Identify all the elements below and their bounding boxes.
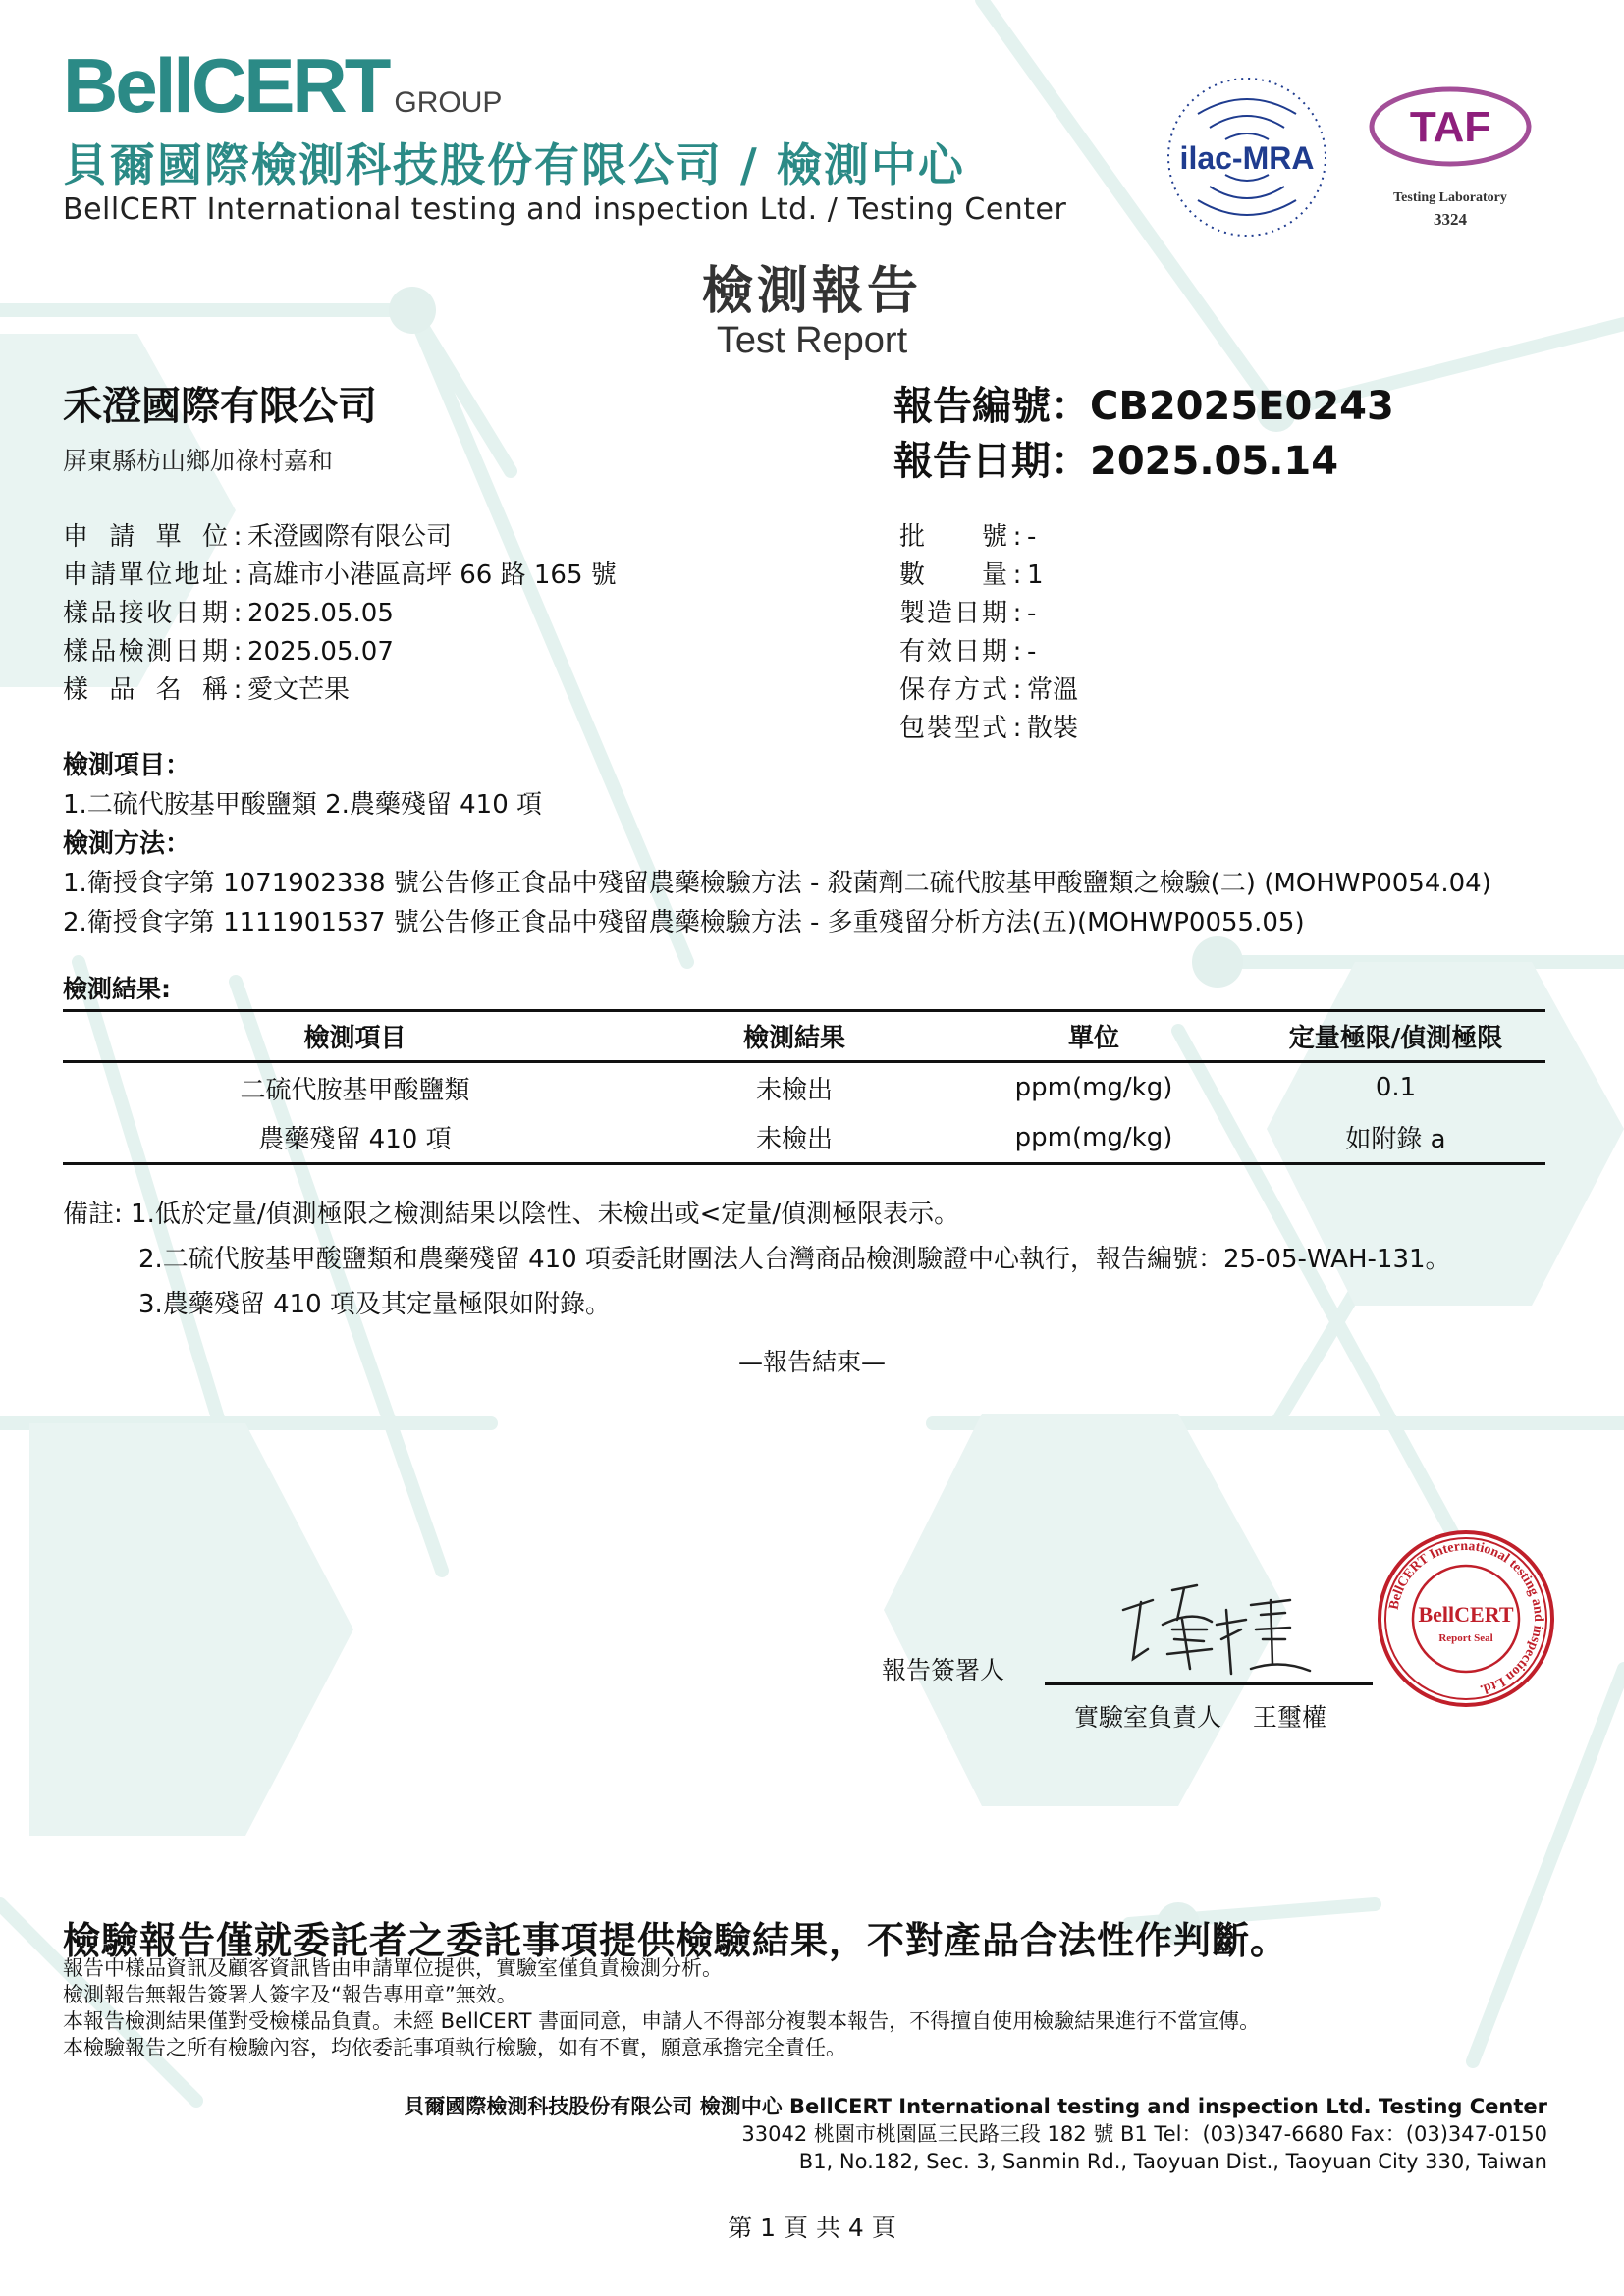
test-methods-title: 檢測方法： xyxy=(63,829,191,859)
note-3: 3.農藥殘留 410 項及其定量極限如附錄。 xyxy=(138,1290,611,1319)
colon: : xyxy=(1012,714,1022,743)
taf-lab-number: 3324 xyxy=(1434,210,1467,229)
client-name: 禾澄國際有限公司 xyxy=(63,384,377,429)
report-title-en: Test Report xyxy=(716,320,908,361)
info-label: 申請單位地址 xyxy=(63,561,228,590)
colon: : xyxy=(233,675,243,705)
cell-result: 未檢出 xyxy=(647,1113,942,1164)
column-header-item: 檢測項目 xyxy=(63,1011,647,1062)
column-header-result: 檢測結果 xyxy=(647,1011,942,1062)
info-value: - xyxy=(1027,599,1037,628)
company-name-zh: 貝爾國際檢測科技股份有限公司 / 檢測中心 xyxy=(63,138,965,191)
report-date-row xyxy=(893,434,1394,489)
signature-line xyxy=(1045,1682,1373,1685)
info-value: 1 xyxy=(1027,561,1044,590)
info-row-applicant-address xyxy=(63,557,617,595)
column-header-unit: 單位 xyxy=(942,1011,1246,1062)
cell-unit: ppm(mg/kg) xyxy=(942,1113,1246,1164)
colon: : xyxy=(233,599,243,628)
test-items-text: 1.二硫代胺基甲酸鹽類 2.農藥殘留 410 項 xyxy=(63,790,543,820)
taf-caption: Testing Laboratory xyxy=(1393,190,1507,205)
cell-item: 農藥殘留 410 項 xyxy=(63,1113,647,1164)
sample-info xyxy=(899,518,1078,748)
disclaimer-title: 檢驗報告僅就委託者之委託事項提供檢驗結果，不對產品合法性作判斷。 xyxy=(63,1919,1289,1962)
disclaimer-line: 本檢驗報告之所有檢驗內容，均依委託事項執行檢驗，如有不實，願意承擔完全責任。 xyxy=(63,2036,846,2059)
company-name-en: BellCERT International testing and inspection Ltd. / Testing Center xyxy=(63,192,1067,227)
info-label: 數量 xyxy=(899,561,1007,590)
taf-logo-icon xyxy=(1367,82,1534,171)
logo-main-text: BellCERT xyxy=(63,42,389,129)
notes-section xyxy=(63,1192,1451,1327)
report-title-zh: 檢測報告 xyxy=(701,262,922,321)
report-number-row xyxy=(893,379,1394,434)
client-address: 屏東縣枋山鄉加祿村嘉和 xyxy=(63,447,334,475)
footer-contact xyxy=(404,2093,1547,2175)
report-date: 2025.05.14 xyxy=(1090,439,1339,484)
info-row-received-date xyxy=(63,595,617,633)
info-value: 2025.05.05 xyxy=(247,599,394,628)
ilac-mra-logo-icon xyxy=(1164,75,1329,240)
signer-name: 王璽權 xyxy=(1252,1703,1326,1732)
cell-item: 二硫代胺基甲酸鹽類 xyxy=(240,1075,470,1105)
results-table xyxy=(63,1009,1545,1165)
info-label: 有效日期 xyxy=(899,637,1007,667)
note-row-1 xyxy=(63,1192,1451,1237)
report-number-label: 報告編號： xyxy=(893,384,1090,429)
colon: : xyxy=(1012,599,1022,628)
results-header-row xyxy=(63,1011,1545,1062)
cell-limit: 0.1 xyxy=(1375,1073,1417,1103)
colon: : xyxy=(233,522,243,552)
info-row-storage xyxy=(899,671,1078,710)
colon: : xyxy=(1012,561,1022,590)
report-seal-icon xyxy=(1375,1527,1557,1710)
report-meta xyxy=(893,379,1394,489)
svg-text:BellCERT: BellCERT xyxy=(1418,1602,1514,1627)
test-method-2: 2.衛授食字第 1111901537 號公告修正食品中殘留農藥檢驗方法 - 多重殘留分析方法(五)(MOHWP0055.05) xyxy=(63,908,1305,937)
info-row-applicant xyxy=(63,518,617,557)
info-row-manufacture-date xyxy=(899,595,1078,633)
info-value: - xyxy=(1027,637,1037,667)
colon: : xyxy=(1012,522,1022,552)
signatory-label: 報告簽署人 xyxy=(882,1656,1005,1684)
info-label: 樣品名稱 xyxy=(63,675,228,705)
page-indicator: 第 1 頁 共 4 頁 xyxy=(728,2214,896,2242)
svg-text:BellCERT International testing: BellCERT International testing and inspection Ltd. xyxy=(1386,1538,1546,1697)
info-value: 散裝 xyxy=(1027,714,1079,743)
info-value: 2025.05.07 xyxy=(247,637,394,667)
disclaimer-line: 報告中樣品資訊及顧客資訊皆由申請單位提供，實驗室僅負責檢測分析。 xyxy=(63,1956,723,1980)
info-row-test-date xyxy=(63,633,617,671)
disclaimer-text xyxy=(63,1955,1260,2061)
info-label: 保存方式 xyxy=(899,675,1007,705)
info-value: - xyxy=(1027,522,1037,552)
table-row xyxy=(63,1113,1545,1164)
colon: : xyxy=(233,637,243,667)
info-row-quantity xyxy=(899,557,1078,595)
info-row-batch xyxy=(899,518,1078,557)
test-items-title: 檢測項目： xyxy=(63,751,191,780)
info-row-packaging xyxy=(899,710,1078,748)
info-label: 包裝型式 xyxy=(899,714,1007,743)
info-row-expiry-date xyxy=(899,633,1078,671)
report-end-mark: —報告結束— xyxy=(737,1348,886,1376)
report-number: CB2025E0243 xyxy=(1090,384,1394,429)
disclaimer-line: 本報告檢測結果僅對受檢樣品負責。未經 BellCERT 書面同意，申請人不得部分複製本報告，不得擅自使用檢驗結果進行不當宣傳。 xyxy=(63,2009,1261,2033)
info-label: 樣品接收日期 xyxy=(63,599,228,628)
test-method-1: 1.衛授食字第 1071902338 號公告修正食品中殘留農藥檢驗方法 - 殺菌劑二硫代胺基甲酸鹽類之檢驗(二) (MOHWP0054.04) xyxy=(63,869,1491,898)
info-value: 高雄市小港區高坪 66 路 165 號 xyxy=(247,561,617,590)
signer-title: 實驗室負責人 xyxy=(1074,1703,1222,1732)
cell-unit: ppm(mg/kg) xyxy=(1014,1073,1173,1103)
disclaimer-line: 檢測報告無報告簽署人簽字及“報告專用章”無效。 xyxy=(63,1983,517,2006)
footer-address-zh: 33042 桃園市桃園區三民路三段 182 號 B1 Tel：(03)347-6680 Fax：(03)347-0150 xyxy=(741,2122,1547,2146)
colon: : xyxy=(233,561,243,590)
colon: : xyxy=(1012,675,1022,705)
footer-company: 貝爾國際檢測科技股份有限公司 檢測中心 BellCERT International testing and inspection Ltd. Testing Center xyxy=(404,2095,1547,2118)
info-value: 禾澄國際有限公司 xyxy=(247,522,453,552)
info-value: 常溫 xyxy=(1027,675,1079,705)
logo-group-text: GROUP xyxy=(394,86,503,119)
footer-address-en: B1, No.182, Sec. 3, Sanmin Rd., Taoyuan Dist., Taoyuan City 330, Taiwan xyxy=(798,2150,1547,2173)
test-items-section xyxy=(63,746,1491,942)
applicant-info xyxy=(63,518,617,710)
info-label: 樣品檢測日期 xyxy=(63,637,228,667)
cell-limit: 如附錄 a xyxy=(1246,1113,1545,1164)
table-row xyxy=(63,1062,1545,1113)
info-row-sample-name xyxy=(63,671,617,710)
svg-text:ilac-MRA: ilac-MRA xyxy=(1179,140,1315,176)
note-2: 2.二硫代胺基甲酸鹽類和農藥殘留 410 項委託財團法人台灣商品檢測驗證中心執行，報告編號：25-05-WAH-131。 xyxy=(138,1245,1451,1274)
cell-result: 未檢出 xyxy=(755,1075,833,1105)
bellcert-logo xyxy=(63,42,503,129)
report-date-label: 報告日期： xyxy=(893,439,1090,484)
handwritten-signature-icon xyxy=(1104,1580,1320,1682)
results-title: 檢測結果: xyxy=(63,975,171,1003)
svg-text:Report Seal: Report Seal xyxy=(1438,1632,1493,1644)
notes-label: 備註: xyxy=(63,1200,123,1229)
info-label: 製造日期 xyxy=(899,599,1007,628)
colon: : xyxy=(1012,637,1022,667)
note-1: 1.低於定量/偵測極限之檢測結果以陰性、未檢出或<定量/偵測極限表示。 xyxy=(131,1200,960,1229)
column-header-limit: 定量極限/偵測極限 xyxy=(1246,1011,1545,1062)
signer xyxy=(1074,1698,1326,1734)
info-value: 愛文芒果 xyxy=(247,675,351,705)
svg-text:TAF: TAF xyxy=(1409,103,1491,151)
info-label: 申請單位 xyxy=(63,522,228,552)
info-label: 批號 xyxy=(899,522,1007,552)
